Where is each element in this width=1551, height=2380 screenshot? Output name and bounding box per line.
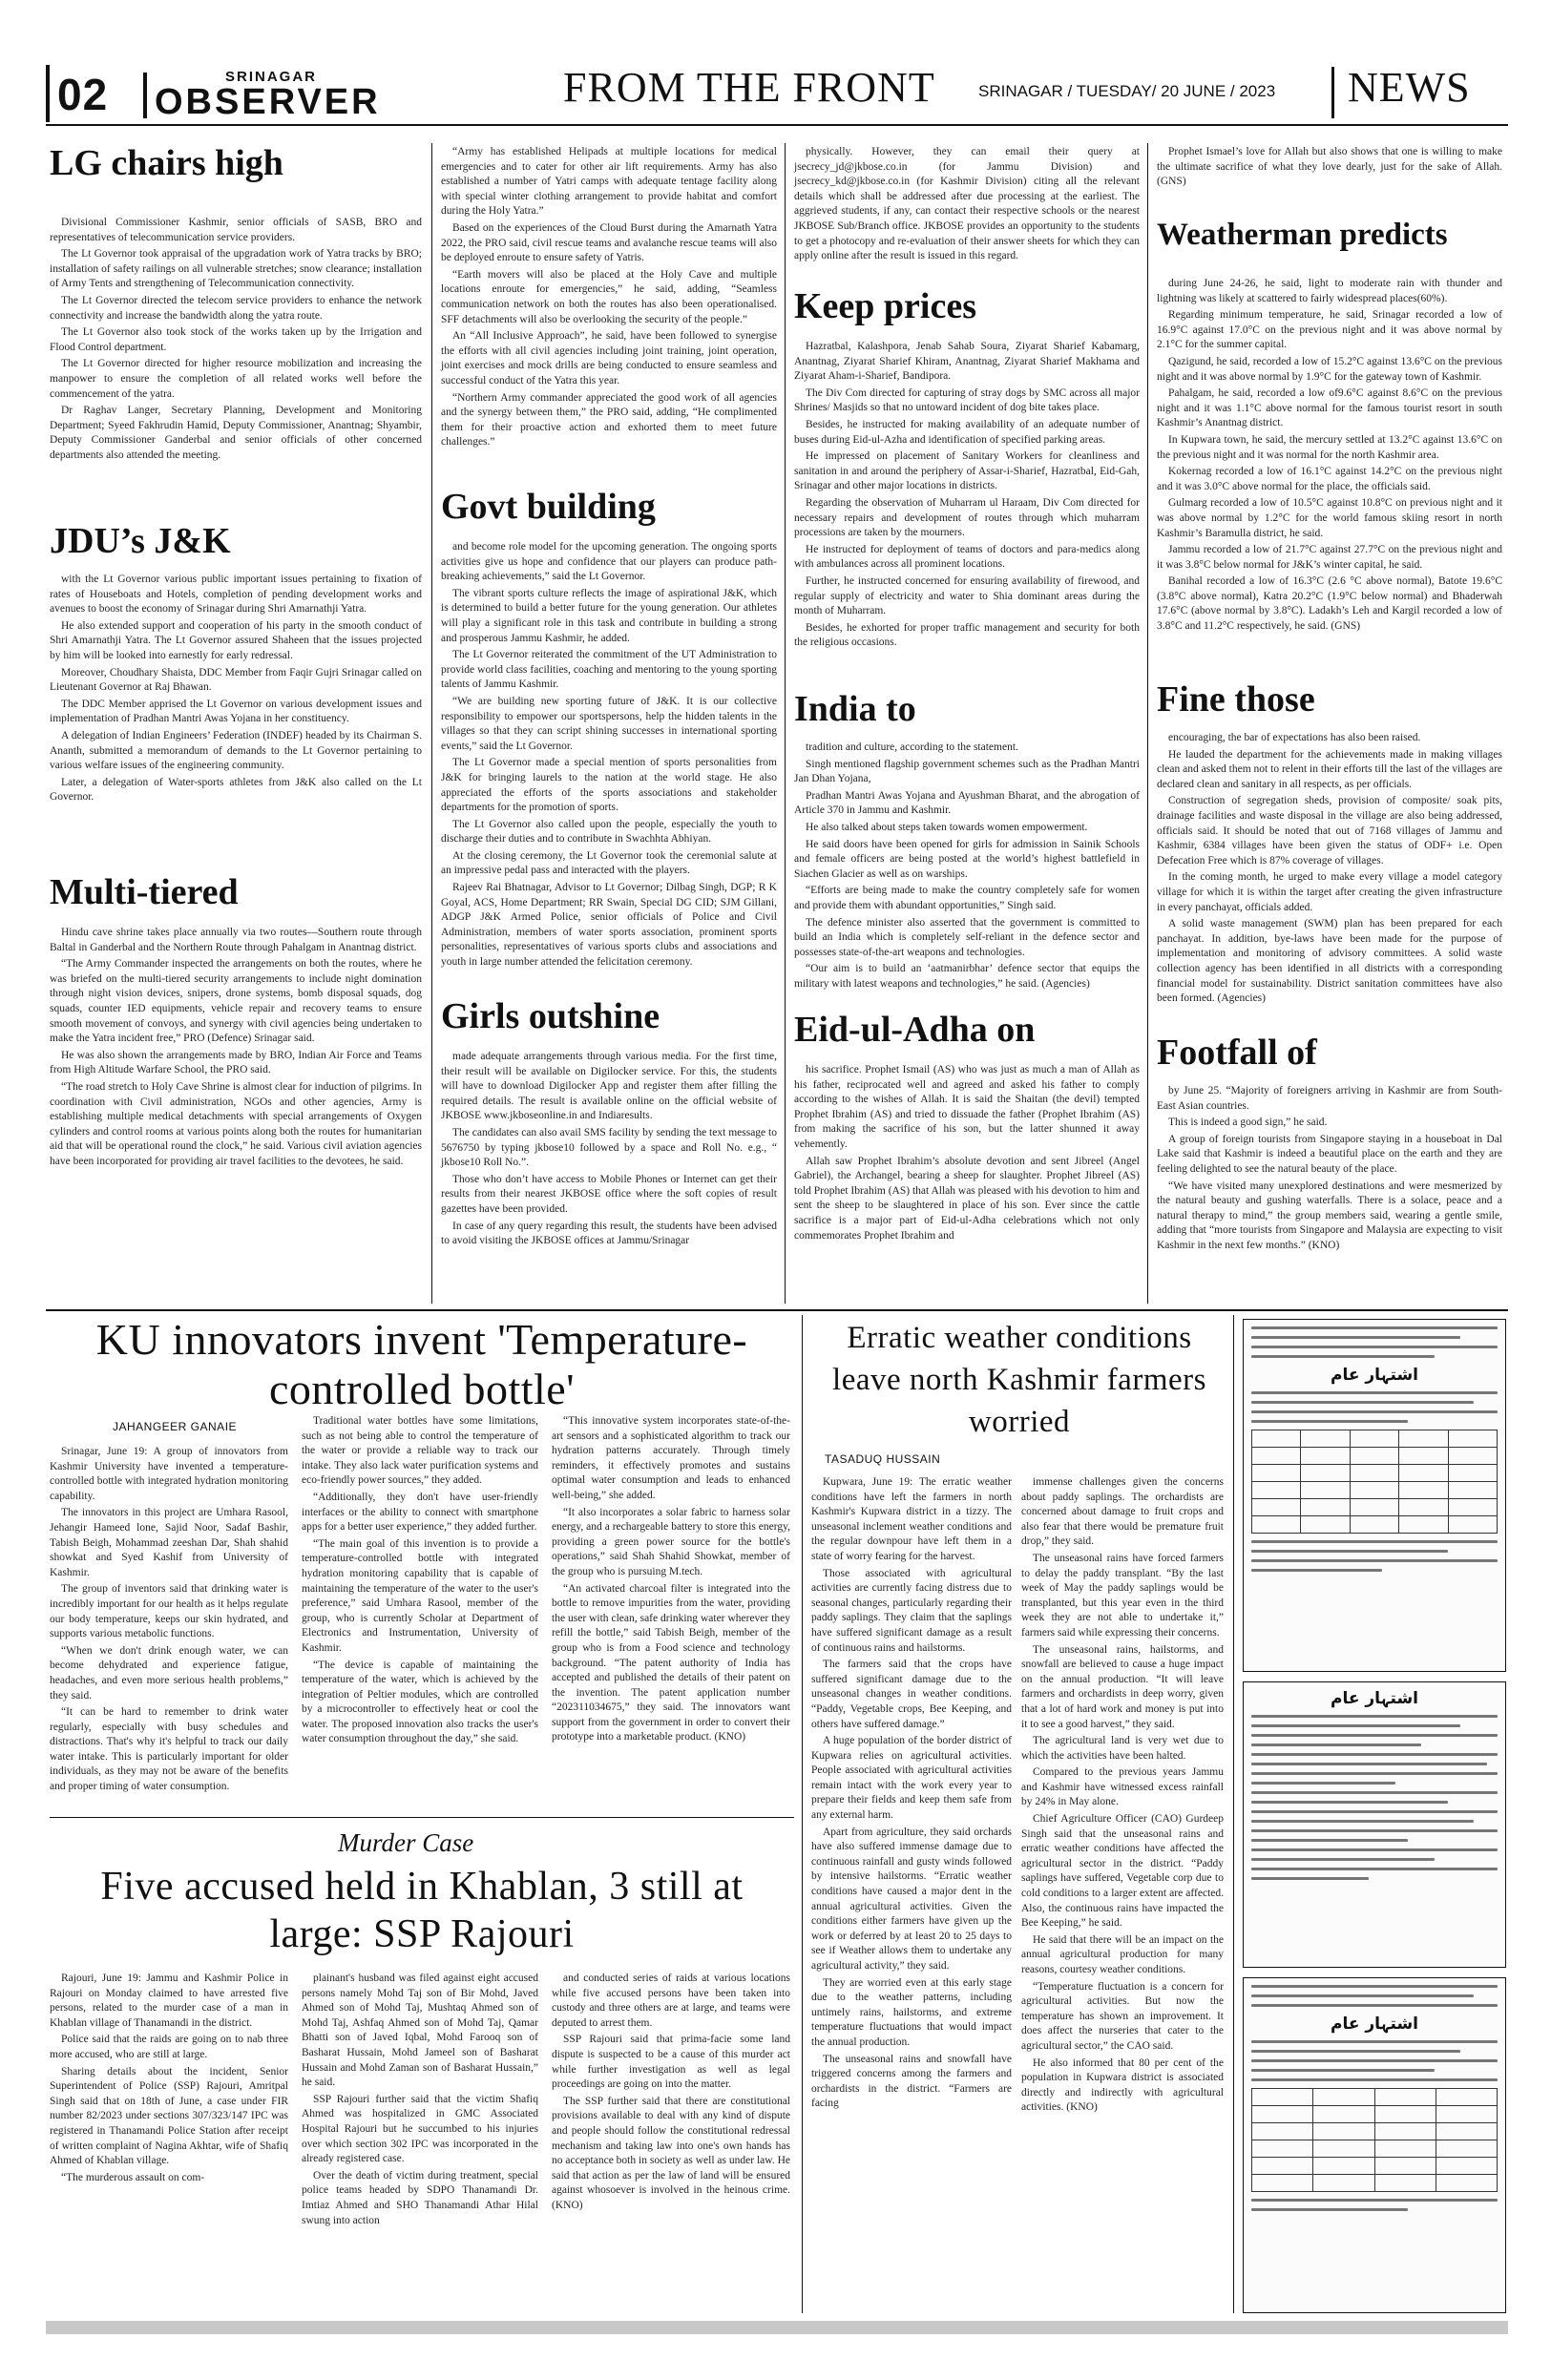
article-eid: his sacrifice. Prophet Ismail (AS) who was just as much a man of Allah as his father, reciprocated well and agreed and asked his father to comply according to the wishes of Allah. It is said the Shaitan (the devil) tempted Prophet Ibrahim (AS) and tried to dissuade the father (Prophet Ibrahim (AS) from making the sacrifice of his son, but the latter shunned it away vehemently. Allah saw Prophet Ibrahim’s absolute devotion and sent Jibreel (Angel Gabriel), the Archangel, bearing a sheep for slaughter. Prophet Jibreel (AS) told Prophet Ibrahim (AS) that Allah was pleased with his devotion to him and sent the sheep to be slaughtered in place of his son. Ever since the cattle sacrifice is a major part of Eid-ul-Adha celebrations which not only commemorates Prophet Ibrahim and	[794, 1064, 1140, 1242]
headline-india: India to	[794, 689, 916, 729]
article-lg: Divisional Commissioner Kashmir, senior officials of SASB, BRO and representatives of telecommunication service providers. The Lt Governor took appraisal of the upgradation work of Yatra tracks by BRO; installation of safety railings on all vulnerable stretches; snow clearance; installation of Army Tents and strengthening of Telecommunication connectivity. The Lt Governor directed the telecom service providers to enhance the network connectivity and increase the bandwidth along the yatra route. The Lt Governor also took stock of the works taken up by the Irrigation and Flood Control department. The Lt Governor directed for higher resource mobilization and increasing the manpower to ensure the completion of all related works well before the commencement of the yatra. Dr Raghav Langer, Secretary Planning, Development and Monitoring Department; Syeed Fakhrudin Hamid, Deputy Commissioner, Anantnag; Shyambir, Deputy Commissioner Ganderbal and senior officials of other concerned departments also attended the meeting.	[50, 217, 422, 461]
page-number: 02	[57, 70, 109, 119]
article-girls: made adequate arrangements through various media. For the first time, their result will be available on Digilocker service. For this, the students will have to download Digilocker App and register them after filling the required details. The result is available online on the official website of JKBOSE www.jkboseonline.in and Indiaresults. The candidates can also avail SMS facility by sending the text message to 5676750 by typing jkbose10 followed by a space and Roll No. e.g., “ jkbose10 Roll No.”. Those who don’t have access to Mobile Phones or Internet can get their results from their nearest JKBOSE office where the soft copies of result gazettes have been provided. In case of any query regarding this result, the students have been advised to avoid visiting the JKBOSE offices at Jammu/Srinagar	[441, 1051, 777, 1247]
article-govt: and become role model for the upcoming generation. The ongoing sports activities give us hope and confidence that our players can produce path-breaking achievements,” said the Lt Governor. The vibrant sports culture reflects the image of aspirational J&K, which is determined to build a better future for the young generation. Our athletes will play a significant role in this task and contribute in building a strong and prosperous Jammu Kashmir, he added. The Lt Governor reiterated the commitment of the UT Administration to provide world class facilities, coaching and mentoring to the young sporting talents of Jammu Kashmir. “We are building new sporting future of J&K. It is our collective responsibility to empower our sportspersons, help the hidden talents in the villages so that they can script shining successes in international sporting events,” said the Lt Governor. The Lt Governor made a special mention of sports personalities from J&K for bringing laurels to the nation at the world stage. He also appreciated the efforts of the sports associations and stakeholder departments for the promotion of sports. The Lt Governor also called upon the people, especially the youth to discharge their duties and to contribute in Swachhta Abhiyan. At the closing ceremony, the Lt Governor took the ceremonial salute at an impressive pedal pass and interacted with the players. Rajeev Rai Bhatnagar, Advisor to Lt Governor; Dilbag Singh, DGP; R K Goyal, ACS, Home Department; RR Swain, Special DG CID; SJM Gillani, ADGP J&K Armed Police, senior officials of Police and Civil Administration, members of water sports association, prominent sports personalities, representatives of various sports clubs and associations and youth in large number attended the felicitation ceremony.	[441, 541, 777, 969]
headline-multitiered: Multi-tiered	[50, 872, 239, 912]
ad-2-title: اشتہار عام	[1331, 1689, 1418, 1708]
article-physically: physically. However, they can email their query at jsecrecy_jd@jkbose.co.in (for Jammu Division) and jsecrecy_kd@jkbose.co.in (for Kashmir Division) citing all the relevant details which shall be addressed after due processing at the earliest. The aggrieved students, if any, can contact their respective schools or the nearest JKBOSE Sub/Branch office. JKBOSE provides an opportunity to the students to get a photocopy and re-evaluation of their answer sheets for which they can apply online after the result is issued in this regard.	[794, 146, 1140, 262]
headline-eid: Eid-ul-Adha on	[794, 1010, 1036, 1050]
story-rule	[50, 1817, 794, 1818]
column-rule	[1233, 1315, 1234, 2313]
headline-weather: Weatherman predicts	[1157, 218, 1448, 252]
ad-1-title: اشتہار عام	[1331, 1366, 1418, 1385]
kicker-murder: Murder Case	[338, 1828, 474, 1857]
news-bar	[1331, 67, 1334, 118]
masthead-divider	[143, 73, 147, 118]
headline-jdu: JDU’s J&K	[50, 521, 231, 561]
byline-erratic: TASADUQ HUSSAIN	[825, 1452, 941, 1466]
brand-small: SRINAGAR	[225, 69, 318, 85]
article-ismael: Prophet Ismael’s love for Allah but also shows that one is willing to make the ultimate sacrifice of what they love dearly, just for the sake of Allah. (GNS)	[1157, 146, 1502, 188]
article-murder-col2: plainant's husband was filed against eight accused persons namely Mohd Taj son of Bir Mohd, Javed Ahmed son of Mohd Taj, Mushtaq Ahmed son of Mohd Taj, Ashfaq Ahmed son of Mohd Taj, Qamar Bhatti son of Javed Iqbal, Mohd Farooq son of Basharat Hussain, Mohd Jameel son of Basharat Hussain and Mohd Zaman son of Basharat Hussain,” he said. SSP Rajouri further said that the victim Shafiq Ahmed was hospitalized in GMC Associated Hospital Rajouri but he succumbed to his injuries over which section 302 IPC was incorporated in the already registered case. Over the death of victim during treatment, special police teams headed by SDPO Thanamandi Dr. Imtiaz Ahmed and SHO Thanamandi Athar Hilal swung into action	[302, 1973, 538, 2226]
headline-lg: LG chairs high	[50, 143, 283, 183]
article-footfall: by June 25. “Majority of foreigners arriving in Kashmir are from South-East Asian countries. This is indeed a good sign,” he said. A group of foreign tourists from Singapore staying in a houseboat in Dal Lake said that Kashmir is indeed a beautiful place on the earth and they are feeling delighted to see the natural beauty of the place. “We have visited many unexplored destinations and were mesmerized by the natural beauty and gushing waterfalls. There is a solace, peace and a natural therapy to mind,” the group members said, wearing a gentle smile, adding that “more tourists from Singapore and Malaysia are expecting to visit Kashmir in the next few months.” (KNO)	[1157, 1085, 1502, 1251]
headline-ku: KU innovators invent 'Temperature-controlled bottle'	[95, 1315, 748, 1413]
headline-girls: Girls outshine	[441, 996, 660, 1036]
column-rule	[431, 143, 432, 1304]
classified-ad-2	[1243, 1681, 1506, 1968]
classified-ad-1	[1243, 1319, 1506, 1672]
ad-3-table	[1251, 2088, 1498, 2192]
article-erratic-col1: Kupwara, June 19: The erratic weather conditions have left the farmers in north Kashmir's Kupwara district in a tizzy. The unseasonal inclement weather conditions and the regular downpour have left them in a state of worry fearing for the harvest. Those associated with agricultural activities are currently facing distress due to seasonal changes, particularly regarding their paddy saplings. They claim that the saplings have suffered significant damage as a result of continuous rains and hailstorms. The farmers said that the crops have suffered significant damage due to the unseasonal changes in weather conditions. “Paddy, Vegetable crops, Bee Keeping, and others have suffered damage.” A huge population of the border district of Kupwara relies on agricultural activities. People associated with agricultural activities remain intact with the work every year to prepare their fields and keep them safe from any external harm. Apart from agriculture, they said orchards have also suffered immense damage due to continuous rainfall and gusty winds followed by intensive hailstorms. “Erratic weather conditions have caused a major dent in the annual agricultural activities. Given the conditions either farmers have given up the work or deferred by at least 20 to 25 days to see if Weather allows them to undertake any agricultural activity,” they said. They are worried even at this early stage due to the weather patterns, including untimely rains, hailstorms, and extreme temperature fluctuations that would impact the annual production. The unseasonal rains and snowfall have triggered concerns among the farmers and orchardists in the district. “Farmers are facing	[811, 1476, 1012, 2110]
dateline: SRINAGAR / TUESDAY/ 20 JUNE / 2023	[978, 82, 1276, 100]
ad-3-title: اشتہار عام	[1331, 2015, 1418, 2034]
column-rule	[785, 143, 786, 1304]
article-keep: Hazratbal, Kalashpora, Jenab Sahab Soura, Ziyarat Sharief Kabamarg, Anantnag, Ziyarat Sharief Khiram, Anantnag, Ziyarat Sharief Makhama and Ziyarat Aham-i-Sharief, Bandipora. The Div Com directed for capturing of stray dogs by SMC across all major Shrines/ Masjids so that no untoward incident of dog bite takes place. Besides, he instructed for making availability of an adequate number of buses during Eid-ul-Azha and identification of specified parking areas. He impressed on placement of Sanitary Workers for cleanliness and sanitation in and around the periphery of Assar-i-Sharief, Hazratbal, Eid-Gah, Srinagar and other major locations in districts. Regarding the observation of Muharram ul Haraam, Div Com directed for necessary repairs and development of routes through which muharram processions are taken by the mourners. He instructed for deployment of teams of doctors and para-medics along with ambulances across all prominent locations. Further, he instructed concerned for ensuring availability of firewood, and regular supply of electricity and water to Shia dominant areas during the month of Muharram. Besides, he exhorted for proper traffic management and security for both the religious occasions.	[794, 341, 1140, 649]
masthead-rule	[46, 124, 1508, 126]
ad-1-table	[1251, 1430, 1498, 1534]
article-army-cont: “Army has established Helipads at multiple locations for medical emergencies and to cater for other air lift requirements. Army has also established a number of Yatri camps with adequate tentage facility along with special winter clothing arrangement to provide habitat and comfort during the Holy Yatra.” Based on the experiences of the Cloud Burst during the Amarnath Yatra 2022, the PRO said, civil rescue teams and avalanche rescue teams will also be deployed enroute to ensure safety of Yatris. “Earth movers will also be placed at the Holy Cave and multiple locations enroute for emergencies,” he said, adding, “Seamless communication network on both the routes has also been operationalised. SFF detachments will also be overlooking the security of the people.” An “All Inclusive Approach”, he said, have been followed to synergise the efforts with all civil agencies including joint training, joint operation, joint exercises and mock drills are being conducted to ensure seamless and successful conduct of the Yatra this year. “Northern Army commander appreciated the good work of all agencies and the synergy between them,” the PRO said, adding, “He complimented them for their proactive action and exhorted them to meet future challenges.”	[441, 146, 777, 449]
headline-govt: Govt building	[441, 487, 656, 527]
headline-keep: Keep prices	[794, 286, 977, 326]
section-label: NEWS	[1348, 64, 1471, 111]
article-erratic-col2: immense challenges given the concerns about paddy saplings. The orchardists are concerned about damage to fruit crops and also fear that there would be premature fruit drop,” they said. The unseasonal rains have forced farmers to delay the paddy transplant. “By the last week of May the paddy saplings would be transplanted, but this year even in the third week they are not able to undertake it,” farmers said while expressing their concerns. The unseasonal rains, hailstorms, and snowfall are believed to cause a huge impact on the annual production. “It will leave farmers and orchardists in deep worry, given that a lot of hard work and money is put into it to see a good harvest,” they said. The agricultural land is very wet due to which the activities have been halted. Compared to the previous years Jammu and Kashmir have witnessed excess rainfall by 24% in May alone. Chief Agriculture Officer (CAO) Gurdeep Singh said that the unseasonal rains and erratic weather conditions have affected the agricultural sector in the district. “Paddy saplings have suffered, Vegetable corp due to cold conditions to a larger extent are affected. Also, the continuous rains have impacted the Bee Keeping,” he said. He said that there will be an impact on the annual agricultural production for many reasons, courtesy weather conditions. “Temperature fluctuation is a concern for agricultural activities. But now the temperature has shown an improvement. It does affect the nurseries that cater to the agricultural sector,” the CAO said. He also informed that 80 per cent of the population in Kupwara district is associated directly and indirectly with agricultural activities. (KNO)	[1021, 1476, 1224, 2114]
headline-erratic: Erratic weather conditions leave north Kashmir farmers worried	[832, 1321, 1206, 1439]
article-ku-col1: Srinagar, June 19: A group of innovators from Kashmir University have invented a temperature-controlled bottle with integrated hydration monitoring capability. The innovators in this project are Umhara Rasool, Jehangir Hameed lone, Sajid Noor, Sadaf Bashir, Tabish Beigh, Mohammad zeeshan Dar, Shah shahid showkat and Syed Kashif from University of Kashmir. The group of inventors said that drinking water is incredibly important for our health as it helps regulate our body temperature, keeps our skin hydrated, and supports various metabolic functions. “When we don't drink enough water, we can become dehydrated and experience fatigue, headaches, and even more serious health problems,” they said. “It can be hard to remember to drink water regularly, especially with busy schedules and distractions. That's why it's helpful to track our daily water intake. This is particularly important for older individuals, as they may not be aware of the benefits and proper timing of water consumption.	[50, 1446, 288, 1793]
article-murder-col3: and conducted series of raids at various locations while five accused persons have been taken into custody and three others are at large, and teams were deputed to arrest them. SSP Rajouri said that prima-facie some land dispute is suspected to be a cause of this murder act while further investigation as well as legal proceedings are going on into the matter. The SSP further said that there are constitutional provisions available to deal with any kind of dispute and people should follow the constitutional redressal mechanism and taking law into one's own hands has no acceptance both in society as well as under law. He said that action as per the law of land will be ensured against whosoever is involved in the heinous crime. (KNO)	[552, 1973, 790, 2211]
byline-ku: JAHANGEER GANAIE	[113, 1420, 238, 1433]
masthead-left-bar	[46, 65, 50, 122]
article-weather: during June 24-26, he said, light to moderate rain with thunder and lightning was likely at scattered to fairly widespread places(60%). Regarding minimum temperature, he said, Srinagar recorded a low of 16.9°C against 17.0°C on the previous night and it was above normal by 2.1°C for the summer capital. Qazigund, he said, recorded a low of 15.2°C against 13.6°C on the previous night and it was above normal by 1.9°C for the gateway town of Kashmir. Pahalgam, he said, recorded a low of9.6°C against 8.6°C on the previous night and it was 1.1°C above normal for the famous tourist resort in south Kashmir’s Anantnag district. In Kupwara town, he said, the mercury settled at 13.2°C against 13.6°C on the previous night and it was normal for the north Kashmir area. Kokernag recorded a low of 16.1°C against 14.2°C on the previous night and it was 3.0°C above normal for the place, the officials said. Gulmarg recorded a low of 10.5°C against 10.8°C on previous night and it was above normal by 1.2°C for the world famous skiing resort in north Kashmir’s Baramulla district, he said. Jammu recorded a low of 21.7°C against 27.7°C on the previous night and it was 3.8°C below normal for J&K’s winter capital, he said. Banihal recorded a low of 16.3°C (2.6 °C above normal), Batote 19.6°C (3.8°C above normal), Katra 20.2°C (1.9°C below normal) and Bhaderwah 17.6°C (above normal by 3.8°C). Ladakh’s Leh and Kargil recorded a low of 3.8°C and 11.2°C respectively, he said. (GNS)	[1157, 278, 1502, 633]
section-title: FROM THE FRONT	[563, 64, 935, 111]
article-india: tradition and culture, according to the statement. Singh mentioned flagship government schemes such as the Pradhan Mantri Jan Dhan Yojana, Pradhan Mantri Awas Yojana and Ayushman Bharat, and the abrogation of Article 370 in Jammu and Kashmir. He also talked about steps taken towards women empowerment. He said doors have been opened for girls for admission in Sainik Schools and female officers are being posted at the world’s highest battlefield in Siachen Glacier as well as on warships. “Efforts are being made to make the country completely safe for women and provide them with abundant opportunities,” Singh said. The defence minister also asserted that the government is committed to build an India which is completely self-reliant in the defence sector and possesses state-of-the-art weapons and technologies. “Our aim is to build an ‘aatmanirbhar’ defence sector that equips the military with latest weapons and technologies,” he said. (Agencies)	[794, 741, 1140, 990]
classified-ad-3	[1243, 1977, 1506, 2313]
article-murder-col1: Rajouri, June 19: Jammu and Kashmir Police in Rajouri on Monday claimed to have arrested five persons, related to the murder case of a man in Khablan village of Thanamandi in the district. Police said that the raids are going on to nab three more accused, who are still at large. Sharing details about the incident, Senior Superintendent of Police (SSP) Rajouri, Amritpal Singh said that on 18th of June, a case under FIR number 82/2023 under sections 307/323/147 IPC was registered in Thanamandi Police Station after receipt of written complaint of Nagina Akhtar, wife of Shafiq Ahmed of Khablan village. “The murderous assault on com-	[50, 1973, 288, 2183]
column-rule	[1147, 143, 1148, 1304]
article-ku-col2: Traditional water bottles have some limitations, such as not being able to control the temperature of the water or provide a reliable way to track our intake. They also lack water purification systems and eco-friendly power sources,” they added. “Additionally, they don't have user-friendly interfaces or the ability to connect with smartphone apps for a better user experience,” they added further. “The main goal of this invention is to provide a temperature-controlled bottle with integrated hydration monitoring capability that is capable of maintaining the temperature of the water to the user's preference,” said Umhara Rasool, member of the group, who is currently Scholar at Department of Electronics and Instrumentation, University of Kashmir. “The device is capable of maintaining the temperature of the water, which is achieved by the integration of Peltier modules, which are controlled by a microcontroller to effectively heat or cool the water. The proposed innovation also tracks the user's water consumption throughout the day,” she said.	[302, 1415, 538, 1745]
headline-murder: Five accused held in Khablan, 3 still at large: SSP Rajouri	[100, 1865, 744, 1956]
footer-bar	[46, 2321, 1508, 2334]
column-rule	[802, 1315, 803, 2313]
article-fine: encouraging, the bar of expectations has also been raised. He lauded the department for the achievements made in making villages clean and asked them not to relent in their efforts till the last of the villages are declared clean and sanitary in all respects, as per officials. Construction of segregation sheds, provision of composite/ soak pits, drainage facilities and waste disposal in the village are also being addressed, officials said. It should be noted that out of 7168 villages of Jammu and Kashmir, 6384 villages have been given the status of ODF+ i.e. Open Defecation Free which is 87% coverage of villages. In the coming month, he urged to make every village a model category village for which it is within the target after creating the given infrastructure in every panchayat, officials added. A solid waste management (SWM) plan has been prepared for each panchayat. In addition, bye-laws have been made for the purpose of implementation and monitoring of advisory committees. A solid waste collection agency has been identified in all districts with a corresponding financial model for sustainability. District sanitation committees have also been formed. (Agencies)	[1157, 732, 1502, 1005]
article-jdu: with the Lt Governor various public important issues pertaining to fixation of rates of Houseboats and Hotels, completion of pending development works and avenues to boost the economy of Srinagar during Shri Amarnathji Yatra. He also extended support and cooperation of his party in the smooth conduct of Shri Amarnathji Yatra. The Lt Governor assured Shaheen that the issues projected by him will be looked into earnestly for early redressal. Moreover, Choudhary Shaista, DDC Member from Faqir Gujri Srinagar called on Lieutenant Governor at Raj Bhawan. The DDC Member apprised the Lt Governor on various development issues and implementation of Pradhan Mantri Awas Yojana in her constituency. A delegation of Indian Engineers’ Federation (INDEF) headed by its Chairman S. Ananth, submitted a memorandum of demands to the Lt Governor pertaining to various welfare issues of the engineering community. Later, a delegation of Water-sports athletes from J&K also called on the Lt Governor.	[50, 574, 422, 804]
section-rule	[46, 1309, 1508, 1311]
headline-fine: Fine those	[1157, 679, 1315, 720]
article-ku-col3: “This innovative system incorporates state-of-the-art sensors and a sophisticated algorithm to track our hydration patterns accurately. Through timely reminders, it effectively promotes and sustains optimal water consumption and leads to enhanced well-being,” she added. “It also incorporates a solar fabric to harness solar energy, and a rechargeable battery to store this energy, providing a green power source for the bottle's operations,” said Shah Shahid Showkat, member of the group who is pursuing M.tech. “An activated charcoal filter is integrated into the bottle to remove impurities from the water, providing the user with clean, safe drinking water wherever they refill the bottle,” said Tabish Beigh, member of the group who is from a Food science and technology background. “The patent authority of India has accepted and published the details of their patent on the invention. The patent application number “202311034675,” they said. The innovators want support from the government in order to convert their prototype into a marketable product. (KNO)	[552, 1415, 790, 1743]
article-multitiered: Hindu cave shrine takes place annually via two routes—Southern route through Baltal in Ganderbal and the Northern Route through Pahalgam in Anantnag district. “The Army Commander inspected the arrangements on both the routes, where he was briefed on the multi-tiered security arrangements to include night domination through night vision devices, snipers, drone systems, bomb disposal squads, dog squads, counter IED equipments, vehicle repair and recovery teams to ensure smooth movement of convoys, and synergy with civil agencies being undertaken to make the Yatra incident free,” PRO (Defence) Srinagar said. He was also shown the arrangements made by BRO, Indian Air Force and Teams from High Altitude Warfare School, the PRO said. “The road stretch to Holy Cave Shrine is almost clear for induction of pilgrims. In coordination with Civil administration, NGOs and other agencies, Army is establishing multiple medical detachments with special arrangements of Oxygen cylinders and control rooms at various points along both the routes for humanitarian aid that will be operational round the clock,” he said. Various civil aviation agencies have been incorporated for providing air travel facilities to the devotees, he said.	[50, 927, 422, 1167]
headline-footfall: Footfall of	[1157, 1033, 1317, 1073]
brand-logo: OBSERVER	[155, 82, 381, 122]
